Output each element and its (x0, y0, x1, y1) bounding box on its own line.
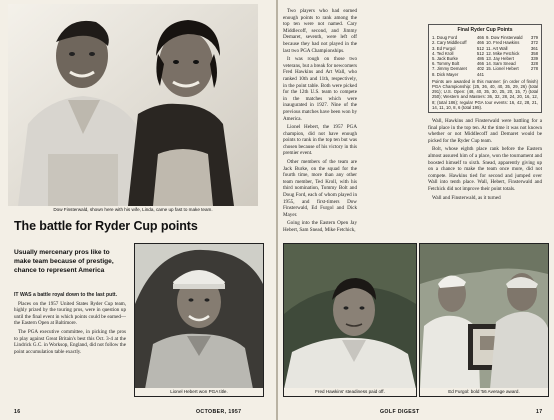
player-points: 512 (476, 50, 484, 56)
player-points: 466 (476, 40, 484, 46)
player-points: 361 (530, 45, 538, 51)
lionel-hebert-image (135, 244, 263, 389)
player-name: 1. Doug Ford (432, 35, 458, 41)
player-points: 379 (530, 35, 538, 41)
body-paragraph: Lionel Hebert, the 1957 PGA champion, did not have enough points to rank in the top ten but was chosen because of his victory in this premier event. (283, 124, 357, 157)
points-column-right (486, 35, 538, 77)
points-table-columns (432, 35, 538, 77)
page-number-right: 17 (536, 409, 543, 415)
player-name: 6. Tommy Bolt (432, 61, 460, 67)
points-table-title: Final Ryder Cup Points (457, 27, 513, 33)
player-name: 5. Jack Burke (432, 56, 459, 62)
ed-furgol-photo (419, 243, 549, 397)
couple-photo-caption: Dow Finsterwald, shown here with his wife, Linda, came up fast to make team. (8, 206, 258, 214)
player-points: 512 (476, 45, 484, 51)
player-points: 358 (530, 50, 538, 56)
issue-date: OCTOBER, 1957 (196, 409, 242, 415)
ed-furgol-image (420, 244, 548, 389)
player-points: 486 (476, 56, 484, 62)
right-body-column-1 (283, 8, 357, 236)
points-row (486, 66, 538, 71)
left-page (0, 0, 276, 420)
page-number-left: 16 (14, 409, 21, 415)
points-row (432, 72, 484, 77)
player-name: 7. Jimmy Demaret (432, 66, 467, 72)
player-name: 15. Lionel Hebert (486, 66, 519, 72)
magazine-name: GOLF DIGEST (380, 409, 420, 415)
ryder-cup-points-table (428, 24, 542, 113)
body-paragraph: Bolt, whose eighth place rank before the Eastern almost assured him of a place, won the tournament and boosted himself to sixth. Snead, apparently giving up on a chance to make the team once more, did not compete. Hawkins tied for second and jumped over Wall into tenth place. Wall, Hebert, Finsterwald and Fetchick did not improve their point totals. (428, 146, 542, 192)
player-name: 9. Dow Finsterwald (486, 35, 523, 41)
player-points: 278 (530, 66, 538, 72)
points-table-note: Points are awarded in this manner: (in order of finish) PGA Championship: (25, 36, 40, 40, 35, 29, 26) (total 291); U.S. Open: (48, 40, 35, 30, 25, 20, 15, 7) (total 250); Western and Masters: 36, 32, 28, 24, 20, 16, 12, 8; (total 186); regular PGA tour events: 16, 42, 28, 21, 14, 11, 10, 8, 6 (total 195). (432, 78, 538, 110)
points-column-left (432, 35, 484, 77)
player-points: 328 (530, 61, 538, 67)
body-paragraph: Two players who had earned enough points to rank among the top ten were not named. Cary Middlecoff, second, and Jimmy Demaret, seventh, were left off because they had not played in the last two PGA Championships. (283, 8, 357, 54)
body-paragraph: It was rough on those two veterans, but a break for newcomers Fred Hawkins and Art Wall, who ranked 10th and 11th, respectively, in the point table. Both were picked for the 12th U.S. team to compete in the matches which were inaugurated in 1927. Nine of the previous matches have been won by America. (283, 56, 357, 122)
body-paragraph: The PGA executive committee, in picking the pros to play against Great Britain's best this Oct. 3-4 at the Lindrick G.C. in Worksop, England, did not follow the point accumulation table exactly. (14, 328, 126, 355)
player-points: 466 (476, 35, 484, 41)
lionel-hebert-photo (134, 243, 264, 397)
lead-paragraph: IT WAS a battle royal down to the last putt. (14, 292, 118, 298)
player-points: 466 (476, 61, 484, 67)
body-paragraph: Wall, Hawkins and Finsterwald were battling for a final place in the top ten. At the time it was not known whether or not Middlecoff and Demaret would be picked for the Ryder Cup team. (428, 118, 542, 144)
article-dek: Usually mercenary pros like to make team because of prestige, chance to represent America (14, 249, 114, 274)
player-name: 13. Jay Hebert (486, 56, 514, 62)
player-name: 3. Ed Furgol (432, 45, 456, 51)
finsterwald-couple-photo (8, 4, 258, 214)
lionel-hebert-caption: Lionel Hebert won PGA title. (135, 388, 263, 396)
couple-photo-image (8, 4, 258, 206)
player-name: 11. Art Wall (486, 45, 508, 51)
body-paragraph: Going into the Eastern Open Jay Hebert, Sam Snead, Mike Fetchick, (283, 220, 357, 233)
player-name: 14. Sam Snead (486, 61, 516, 67)
body-paragraph: Other members of the team are Jack Burke, on the squad for the fourth time, more than any other team member, Ted Kroll, with his third nomination, Tommy Bolt and Doug Ford, each of whom played in 1955, and first-timers Dow Finsterwald, Ed Furgol and Dick Mayer. (283, 159, 357, 218)
player-name: 12. Mike Fetchick (486, 50, 520, 56)
fred-hawkins-photo (283, 243, 417, 397)
body-paragraph: Places on the 1957 United States Ryder Cup team, highly prized by the touring pros, were in question up until the final event in which points could be earned—the Eastern Open at Baltimore. (14, 300, 126, 327)
player-points: 441 (476, 71, 484, 77)
fred-hawkins-caption: Fred Hawkins' steadiness paid off. (284, 388, 416, 396)
player-points: 372 (530, 40, 538, 46)
body-paragraph (14, 292, 126, 299)
player-name: 8. Dick Mayer (432, 71, 459, 77)
player-name: 4. Ted Kroll (432, 50, 454, 56)
fred-hawkins-image (284, 244, 416, 389)
player-points: 339 (530, 56, 538, 62)
right-page (278, 0, 554, 420)
left-body-column (14, 292, 126, 357)
player-name: 2. Cary Middlecoff (432, 40, 467, 46)
article-headline: The battle for Ryder Cup points (14, 219, 198, 233)
player-name: 10. Fred Hawkins (486, 40, 520, 46)
ed-furgol-caption: Ed Furgol: bold '56 Average award. (420, 388, 548, 396)
right-body-column-2 (428, 118, 542, 203)
player-points: 402 (476, 66, 484, 72)
body-paragraph: Wall and Finsterwald, as it turned (432, 194, 501, 201)
